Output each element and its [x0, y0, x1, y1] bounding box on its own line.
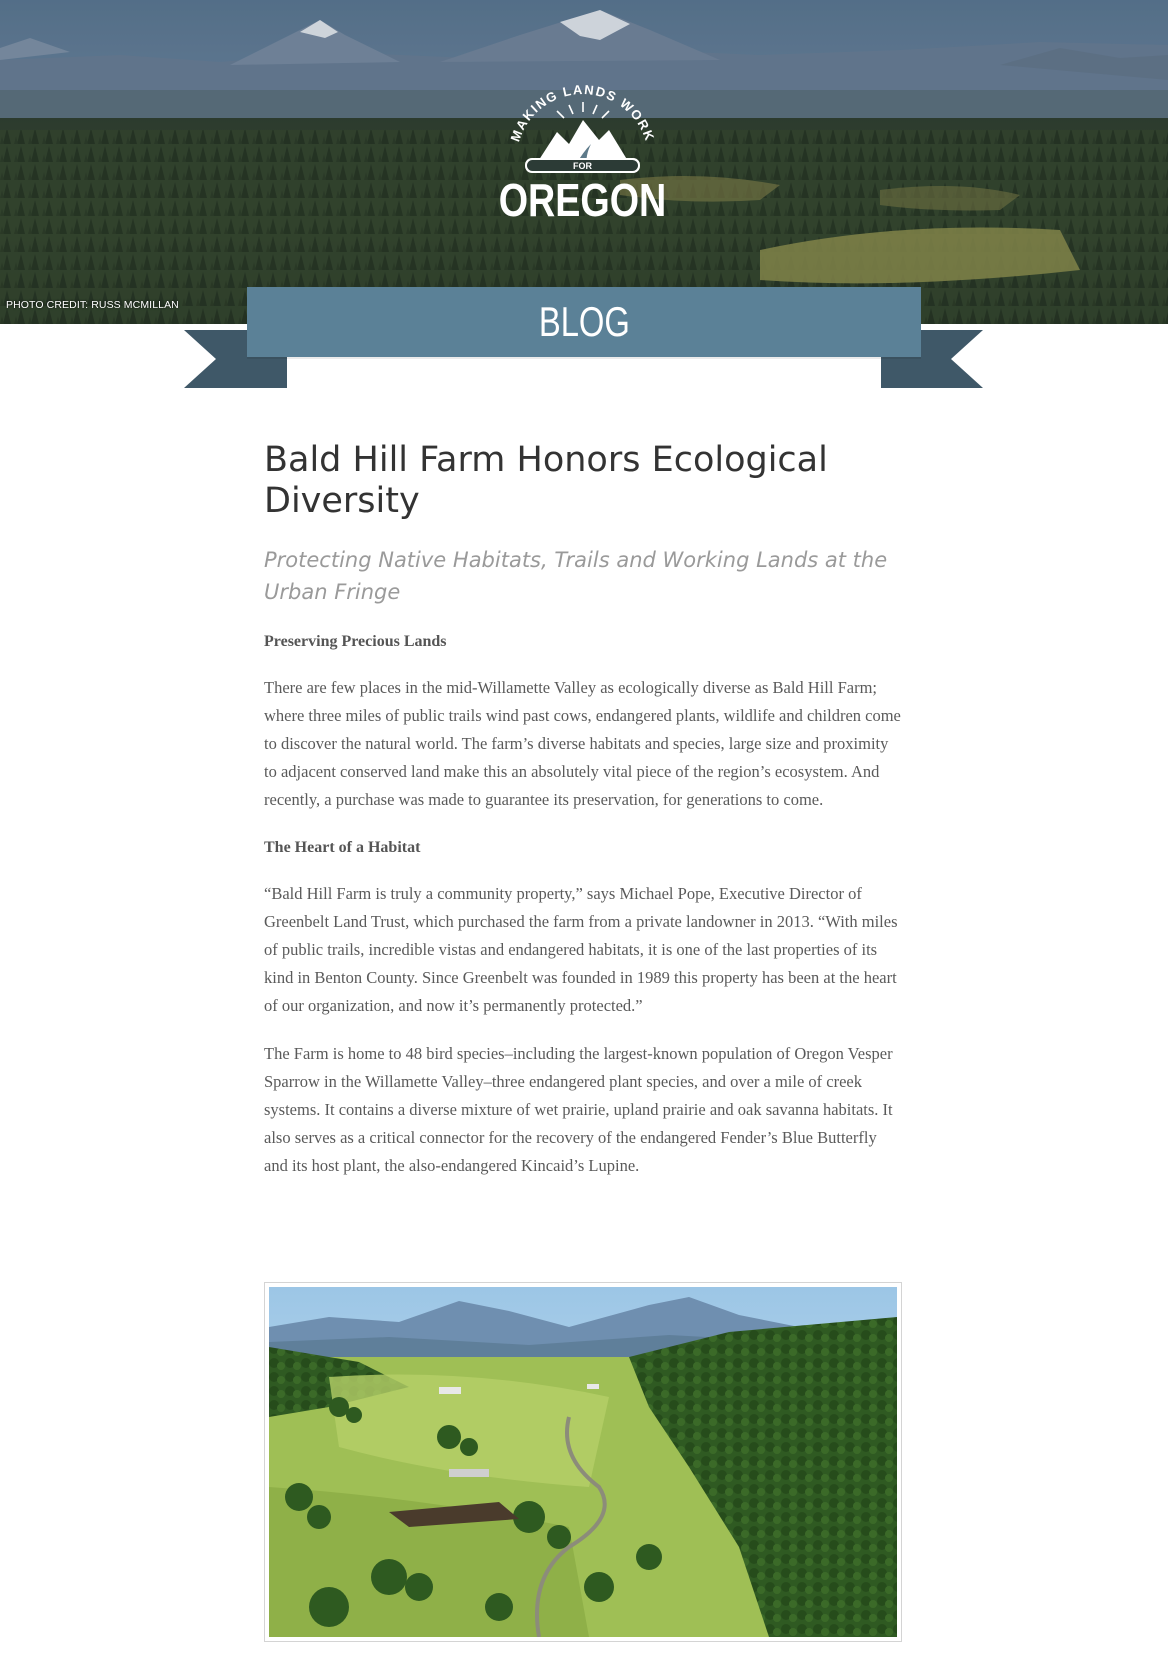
section-heading-habitat: The Heart of a Habitat	[264, 839, 421, 856]
banner-title: BLOG	[538, 298, 630, 345]
svg-text:MAKING LANDS WORK: MAKING LANDS WORK	[507, 81, 658, 144]
svg-text:OREGON: OREGON	[498, 174, 667, 224]
farm-photo-frame	[264, 1282, 902, 1642]
farm-valley-image	[269, 1287, 897, 1637]
article-subtitle: Protecting Native Habitats, Trails and Working Lands at the Urban Fringe	[264, 548, 888, 604]
article-title: Bald Hill Farm Honors Ecological Diversity	[264, 440, 828, 521]
paragraph-preserving: There are few places in the mid-Willamette Valley as ecologically diverse as Bald Hill Farm; where three miles of public trails wind past cows, endangered plants, wildlife and children come to discover the natural world. The farm’s diverse habitats and species, large size and proximity to adjacent conserved land make this an absolutely vital piece of the region’s ecosystem. And recently, a purchase was made to guarantee its preservation, for generations to come.	[264, 678, 901, 809]
section-heading-preserving: Preserving Precious Lands	[264, 633, 447, 650]
making-lands-work-for-oregon-logo	[495, 74, 670, 224]
paragraph-quote: “Bald Hill Farm is truly a community property,” says Michael Pope, Executive Director of Greenbelt Land Trust, which purchased the farm from a private landowner in 2013. “With miles of public trails, incredible vistas and endangered habitats, it is one of the last properties of its kind in Benton County. Since Greenbelt was founded in 1989 this property has been at the heart of our organization, and now it’s permanently protected.”	[264, 884, 898, 1015]
svg-text:FOR: FOR	[573, 161, 592, 171]
photo-credit: PHOTO CREDIT: RUSS MCMILLAN	[6, 299, 179, 311]
paragraph-species: The Farm is home to 48 bird species–including the largest-known population of Oregon Vesper Sparrow in the Willamette Valley–three endangered plant species, and over a mile of creek systems. It contains a diverse mixture of wet prairie, upland prairie and oak savanna habitats. It also serves as a critical connector for the recovery of the endangered Fender’s Blue Butterfly and its host plant, the also-endangered Kincaid’s Lupine.	[264, 1044, 893, 1175]
hero-photo	[0, 0, 1168, 324]
blog-banner	[247, 287, 921, 357]
article	[264, 440, 904, 1180]
